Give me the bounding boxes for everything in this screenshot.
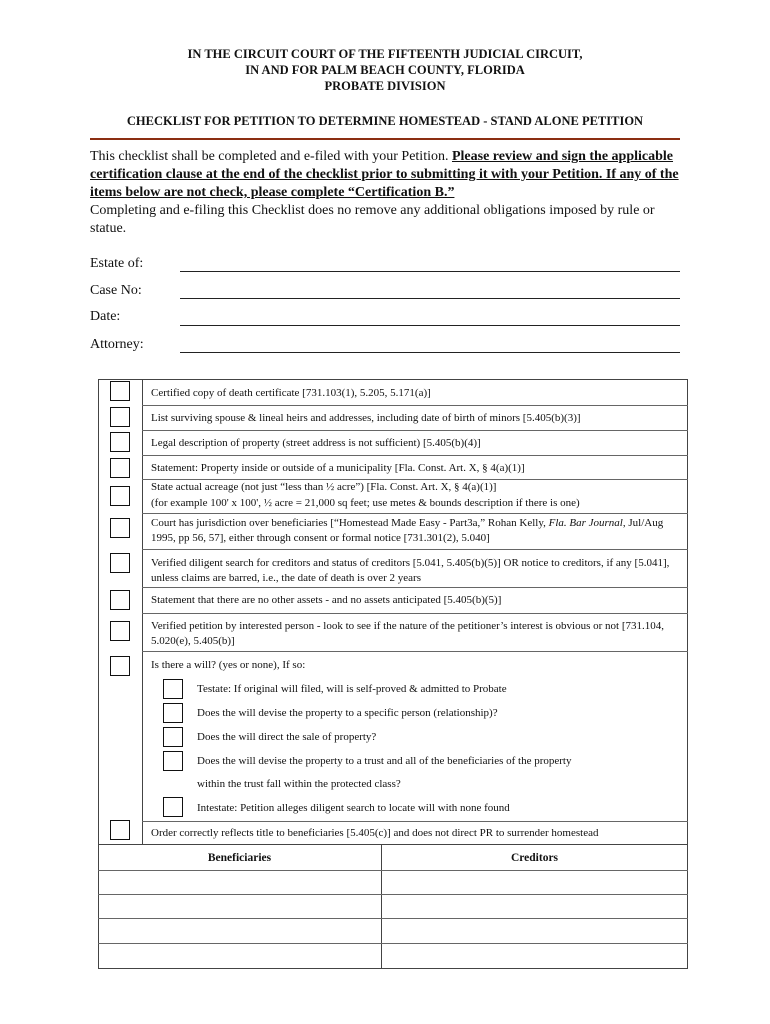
- checklist-item-death-certificate: Certified copy of death certificate [731.103(1), 5.205, 5.171(a)]: [151, 387, 431, 399]
- beneficiary-cell[interactable]: [99, 919, 380, 943]
- sub-item-trust-cont: within the trust fall within the protected class?: [197, 778, 401, 790]
- beneficiaries-header: Beneficiaries: [207, 852, 272, 864]
- row-divider: [142, 821, 688, 822]
- creditor-cell[interactable]: [382, 944, 687, 968]
- municipality-statement-checkbox[interactable]: [110, 458, 130, 478]
- attorney-label: Attorney:: [90, 337, 144, 352]
- row-divider: [142, 651, 688, 652]
- jurisdiction-checkbox[interactable]: [110, 518, 130, 538]
- checklist-item-municipality: Statement: Property inside or outside of a municipality [Fla. Const. Art. X, § 4(a)(1)]: [151, 462, 525, 474]
- checklist-item-no-other-assets: Statement that there are no other assets - and no assets anticipated [5.405(b)(5)]: [151, 594, 502, 606]
- date-field[interactable]: [180, 325, 680, 326]
- creditor-search-checkbox[interactable]: [110, 553, 130, 573]
- intro-paragraph: [90, 148, 690, 238]
- jurisdiction-text-cont: , Jul/Aug 1995, pp 56, 57], either through consent or formal notice [731.301(2), 5.040]: [151, 517, 664, 544]
- checklist-item-order-title: Order correctly reflects title to beneficiaries [5.405(c)] and does not direct PR to surrender homestead: [151, 827, 599, 839]
- checklist-item-acreage: State actual acreage (not just “less than ½ acre”) [Fla. Const. Art. X, § 4(a)(1)]: [151, 481, 497, 493]
- jurisdiction-text: Court has jurisdiction over beneficiaries [“Homestead Made Easy - Part3a,” Rohan Kelly,: [151, 517, 549, 529]
- creditor-cell[interactable]: [382, 895, 687, 919]
- row-divider: [142, 513, 688, 514]
- acreage-checkbox[interactable]: [110, 486, 130, 506]
- checklist-column-divider: [142, 379, 143, 845]
- court-header-line-3: PROBATE DIVISION: [324, 79, 446, 93]
- sub-item-intestate: Intestate: Petition alleges diligent search to locate will with none found: [197, 802, 510, 814]
- intro-note: Completing and e-filing this Checklist does no remove any additional obligations imposed by rule or statue.: [90, 203, 655, 236]
- row-divider: [142, 455, 688, 456]
- beneficiary-cell[interactable]: [99, 944, 380, 968]
- court-header-line-2: IN AND FOR PALM BEACH COUNTY, FLORIDA: [245, 63, 525, 77]
- checklist-item-jurisdiction: [151, 516, 681, 545]
- date-label: Date:: [90, 309, 121, 324]
- beneficiary-cell[interactable]: [99, 871, 380, 895]
- intro-emphasis: Please review and sign the applicable certification clause at the end of the checklist prior to submitting it with your Petition. If any of the items below are not check, please complete “Certification B.”: [90, 149, 679, 200]
- case-no-field[interactable]: [180, 298, 680, 299]
- beneficiary-cell[interactable]: [99, 895, 380, 919]
- creditor-cell[interactable]: [382, 871, 687, 895]
- verified-petition-checkbox[interactable]: [110, 621, 130, 641]
- title-divider: [90, 138, 680, 140]
- devise-trust-checkbox[interactable]: [163, 751, 183, 771]
- court-header-line-1: IN THE CIRCUIT COURT OF THE FIFTEENTH JUDICIAL CIRCUIT,: [187, 47, 583, 61]
- sub-item-testate: Testate: If original will filed, will is self-proved & admitted to Probate: [197, 683, 507, 695]
- order-title-checkbox[interactable]: [110, 820, 130, 840]
- estate-field[interactable]: [180, 271, 680, 272]
- sub-item-trust: Does the will devise the property to a trust and all of the beneficiaries of the property: [197, 755, 572, 767]
- devise-specific-person-checkbox[interactable]: [163, 703, 183, 723]
- intestate-checkbox[interactable]: [163, 797, 183, 817]
- intro-text: This checklist shall be completed and e-filed with your Petition.: [90, 149, 452, 164]
- no-other-assets-checkbox[interactable]: [110, 590, 130, 610]
- direct-sale-checkbox[interactable]: [163, 727, 183, 747]
- row-divider: [142, 405, 688, 406]
- checklist-item-will: Is there a will? (yes or none), If so:: [151, 659, 306, 671]
- sub-item-specific-person: Does the will devise the property to a specific person (relationship)?: [197, 707, 498, 719]
- estate-label: Estate of:: [90, 256, 144, 271]
- attorney-field[interactable]: [180, 352, 680, 353]
- court-header: [0, 46, 770, 94]
- creditor-cell[interactable]: [382, 919, 687, 943]
- checklist-item-acreage-example: (for example 100' x 100', ½ acre = 21,000 sq feet; use metes & bounds description if there is one): [151, 497, 580, 509]
- creditors-header: Creditors: [510, 852, 559, 864]
- journal-title: Fla. Bar Journal: [548, 517, 623, 529]
- row-divider: [142, 613, 688, 614]
- checklist-item-creditor-search: Verified diligent search for creditors and status of creditors [5.041, 5.405(b)(5)] OR notice to creditors, if any [5.041], unless claims are barred, i.e., the date of death is over 2 years: [151, 557, 670, 584]
- checklist-item-verified-petition: Verified petition by interested person - look to see if the nature of the petitioner’s interest is obvious or not [731.104, 5.020(e), 5.405(b)]: [151, 620, 665, 647]
- will-checkbox[interactable]: [110, 656, 130, 676]
- row-divider: [142, 587, 688, 588]
- case-no-label: Case No:: [90, 283, 142, 298]
- row-divider: [142, 430, 688, 431]
- legal-description-checkbox[interactable]: [110, 432, 130, 452]
- testate-checkbox[interactable]: [163, 679, 183, 699]
- surviving-spouse-checkbox[interactable]: [110, 407, 130, 427]
- document-title: CHECKLIST FOR PETITION TO DETERMINE HOMESTEAD - STAND ALONE PETITION: [126, 114, 644, 128]
- checklist-item-legal-description: Legal description of property (street address is not sufficient) [5.405(b)(4)]: [151, 437, 481, 449]
- row-divider: [142, 549, 688, 550]
- death-certificate-checkbox[interactable]: [110, 381, 130, 401]
- checklist-item-surviving-spouse: List surviving spouse & lineal heirs and addresses, including date of birth of minors [5.405(b)(3)]: [151, 412, 581, 424]
- sub-item-direct-sale: Does the will direct the sale of property?: [197, 731, 377, 743]
